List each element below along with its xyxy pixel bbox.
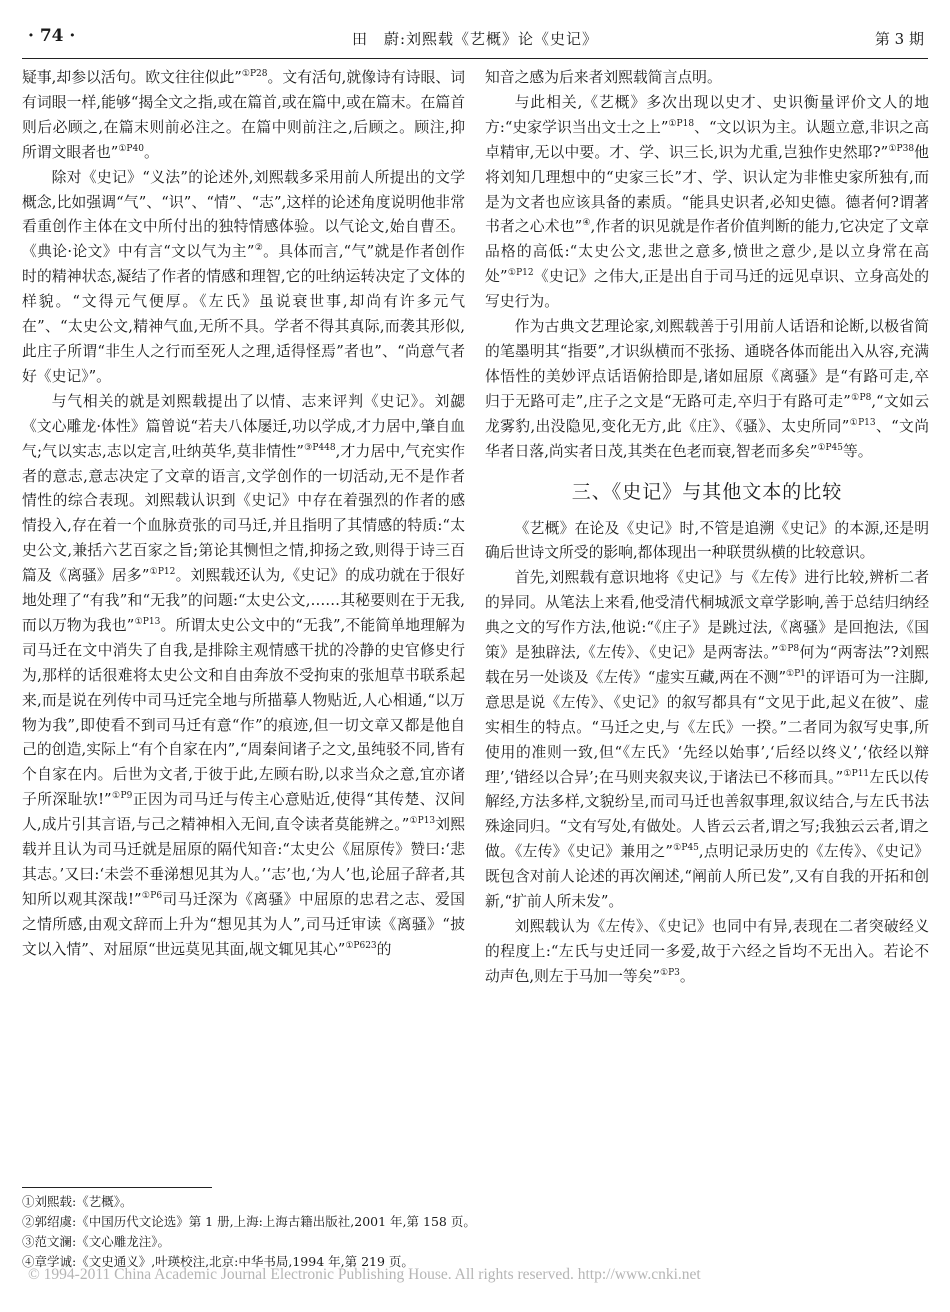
paragraph: 知音之感为后来者刘熙载简言点明。: [485, 69, 722, 86]
footnote: ④章学诚:《文史通义》,叶瑛校注,北京:中华书局,1994 年,第 219 页。: [22, 1254, 414, 1269]
paragraph: 疑事,却参以活句。欧文往往似此”$^{①P28}$。文有活句,就像诗有诗眼、词有词眼一样,能够“揭全文之指,或在篇首,或在篇中,或在篇末。在篇首则后必顾之,在篇末则前必注之。在篇中则前注之,后顾之。顾注,抑所谓文眼者也”$^{①P40}$。: [22, 69, 465, 161]
section-heading: 三、《史记》与其他文本的比较: [571, 480, 843, 503]
page-number: · 74 ·: [28, 26, 76, 46]
citation-ref: ①P8: [850, 392, 872, 403]
citation-ref: ①P9: [111, 791, 133, 802]
citation-ref: ①P45: [817, 442, 843, 453]
paragraph: 《艺概》在论及《史记》时,不管是追溯《史记》的本源,还是明确后世诗文所受的影响,都体现出一种联贯纵横的比较意识。: [485, 519, 929, 562]
citation-ref: ①P12: [149, 567, 176, 578]
paragraph: 刘熙载认为《左传》、《史记》也同中有异,表现在二者突破经义的程度上:“左氏与史迁同一多爱,故于六经之旨均不无出入。若论不动声色,则左于马加一等矣”$^{①P3}$。: [485, 918, 929, 985]
citation-ref: ①P28: [241, 69, 268, 80]
citation-ref: ①P623: [345, 940, 377, 951]
running-title: 田 蔚:刘熙载《艺概》论《史记》: [351, 30, 599, 48]
citation-ref: ①P3: [660, 967, 680, 978]
footnote: ②郭绍虞:《中国历代文论选》第 1 册,上海:上海古籍出版社,2001 年,第 158 页。: [22, 1214, 476, 1229]
citation-ref: ①P18: [668, 118, 695, 129]
footnote: ①刘熙载:《艺概》。: [22, 1194, 133, 1209]
citation-ref: ①P38: [888, 143, 915, 154]
citation-ref: ①P13: [134, 617, 161, 628]
paragraph: 与此相关,《艺概》多次出现以史才、史识衡量评价文人的地方:“史家学识当出文士之上”$^{①P18}$、“文以识为主。认题立意,非识之高卓精审,无以中要。才、学、识三长,识为尤重,岂独作史然耶?”$^{①P38}$他将刘知几理想中的“史家三长”才、学、识认定为非惟史家所独有,而是为文者也应该具备的素质。“能具史识者,必知史德。德者何?谓著书者之心术也”④,作者的识见就是作者价值判断的能力,它决定了文章品格的高低:“太史公文,悲世之意多,愤世之意少,是以立身常在高处”$^{①P12}$《史记》之伟大,正是出自于司马迁的远见卓识、立身高处的写史行为。: [485, 93, 929, 311]
citation-ref: ①P8: [778, 644, 800, 655]
footnote-divider: [22, 1187, 212, 1188]
citation-ref: ①P12: [507, 268, 534, 279]
right-column: [485, 66, 929, 1186]
citation-ref: ③P448: [303, 442, 336, 453]
citation-ref: ①P11: [843, 768, 870, 779]
paragraph: 首先,刘熙载有意识地将《史记》与《左传》进行比较,辨析二者的异同。从笔法上来看,他受清代桐城派文章学影响,善于总结归纳经典之文的写作方法,他说:“《庄子》是跳过法,《离骚》是回抱法,《国策》是独辟法,《左传》、《史记》是两寄法。”$^{①P8}$何为“两寄法”?刘熙载在另一处谈及《左传》“虚实互藏,两在不测”$^{①P1}$的评语可为一注脚,意思是说《左传》、《史记》的叙写都具有“文见于此,起义在彼”、虚实相生的特点。“马迁之史,与《左氏》一揆。”二者同为叙写史事,所使用的准则一致,但“《左氏》‘先经以始事’,‘后经以终义’,‘依经以辩理’,‘错经以合异’;在马则夹叙夹议,于诸法已不移而具。”$^{①P11}$左氏以传解经,方法多样,文貌纷呈,而司马迁也善叙事理,叙议结合,与左氏书法殊途同归。“文有写处,有做处。人皆云云者,谓之写;我独云云者,谓之做。《左传》《史记》兼用之”$^{①P45}$,点明记录历史的《左传》、《史记》既包含对前人论述的再次阐述,“阐前人所已发”,又有自我的开拓和创新,“扩前人所未发”。: [485, 569, 929, 911]
page-header: [22, 8, 928, 59]
citation-ref: ①P1: [786, 669, 806, 680]
paragraph: 作为古典文艺理论家,刘熙载善于引用前人话语和论断,以极省简的笔墨明其“指要”,才识纵横而不张扬、通晓各体而能出入从容,充满体悟性的美妙评点话语俯拾即是,诸如屈原《离骚》是“有路可走,卒归于无路可走”,庄子之文是“无路可走,卒归于有路可走”$^{①P8}$,“文如云龙雾豹,出没隐见,变化无方,此《庄》、《骚》、太史所同”$^{①P13}$、“文尚华者日落,尚实者日茂,其类在色老而衰,智老而多矣”$^{①P45}$等。: [485, 318, 929, 460]
footnotes: [22, 1192, 922, 1272]
citation-ref: ①P13: [849, 417, 876, 428]
footnote: ③范文澜:《文心雕龙注》。: [22, 1234, 170, 1249]
citation-ref: ②: [254, 243, 264, 254]
paragraph: 除对《史记》“义法”的论述外,刘熙载多采用前人所提出的文学概念,比如强调“气”、“识”、“情”、“志”,这样的论述角度说明他非常看重创作主体在文中所付出的独特情感体验。以气论文,始自曹丕。《典论·论文》中有言“文以气为主”②。具体而言,“气”就是作者创作时的精神状态,凝结了作者的情感和理智,它的吐纳运转决定了文体的样貌。“文得元气便厚。《左氏》虽说衰世事,却尚有许多元气在”、“太史公文,精神气血,无所不具。学者不得其真际,而袭其形似,此庄子所谓“非生人之行而至死人之理,适得怪焉”者也”、“尚意气者好《史记》”。: [22, 168, 465, 385]
issue-number: 第 3 期: [874, 30, 924, 48]
citation-ref: ①P6: [141, 890, 163, 901]
citation-ref: ①P13: [409, 816, 436, 827]
copyright-watermark: © 1994-2011 China Academic Journal Electronic Publishing House. All rights reserved. http://www.cnki.net: [28, 1266, 701, 1283]
paragraph: 与气相关的就是刘熙载提出了以情、志来评判《史记》。刘勰《文心雕龙·体性》篇曾说“若夫八体屡迁,功以学成,才力居中,肇自血气;气以实志,志以定言,吐纳英华,莫非情性”$^{③P448}$,才力居中,气充实作者的意志,意志决定了文章的语言,文学创作的一切活动,无不是作者情性的综合表现。刘熙载认识到《史记》中存在着强烈的作者的感情投入,存在着一个血脉贲张的司马迁,并且指明了其情感的特质:“太史公文,兼括六艺百家之旨;第论其恻怛之情,抑扬之致,则得于诗三百篇及《离骚》居多”$^{①P12}$。刘熙载还认为,《史记》的成功就在于很好地处理了“有我”和“无我”的问题:“太史公文,……其秘要则在于无我,而以万物为我也”$^{①P13}$。所谓太史公文中的“无我”,不能简单地理解为司马迁在文中消失了自我,是排除主观情感干扰的冷静的史官修史行为,那样的话很难将太史公文和自由奔放不受拘束的张旭草书联系起来,而是说在列传中司马迁完全地与所描摹人物贴近,人心相通,“以万物为我”,即使看不到司马迁有意“作”的痕迹,但一切文章又都是他自己的创造,实际上“有个自家在内”,“周秦间诸子之文,虽纯驳不同,皆有个自家在内。后世为文者,于彼于此,左顾右盼,以求当众之意,宜亦诸子所深耻欤!”$^{①P9}$正因为司马迁与传主心意贴近,使得“其传楚、汉间人,成片引其言语,与己之精神相入无间,直令读者莫能辨之。”$^{①P13}$刘熙载并且认为司马迁就是屈原的隔代知音:“太史公《屈原传》赞曰:‘悲其志。’又曰:‘未尝不垂涕想见其为人。’‘志’也,‘为人’也,论屈子辞者,其知所以观其深哉!”$^{①P6}$司马迁深为《离骚》中屈原的忠君之志、爱国之情所感,由观文辞而上升为“想见其为人”,司马迁审读《离骚》“披文以入情”、对屈原“世远莫见其面,觇文辄见其心”$^{①P623}$的: [22, 392, 465, 958]
citation-ref: ④: [582, 218, 591, 229]
citation-ref: ①P45: [672, 843, 699, 854]
citation-ref: ①P40: [118, 143, 144, 154]
left-column: [22, 66, 465, 1186]
